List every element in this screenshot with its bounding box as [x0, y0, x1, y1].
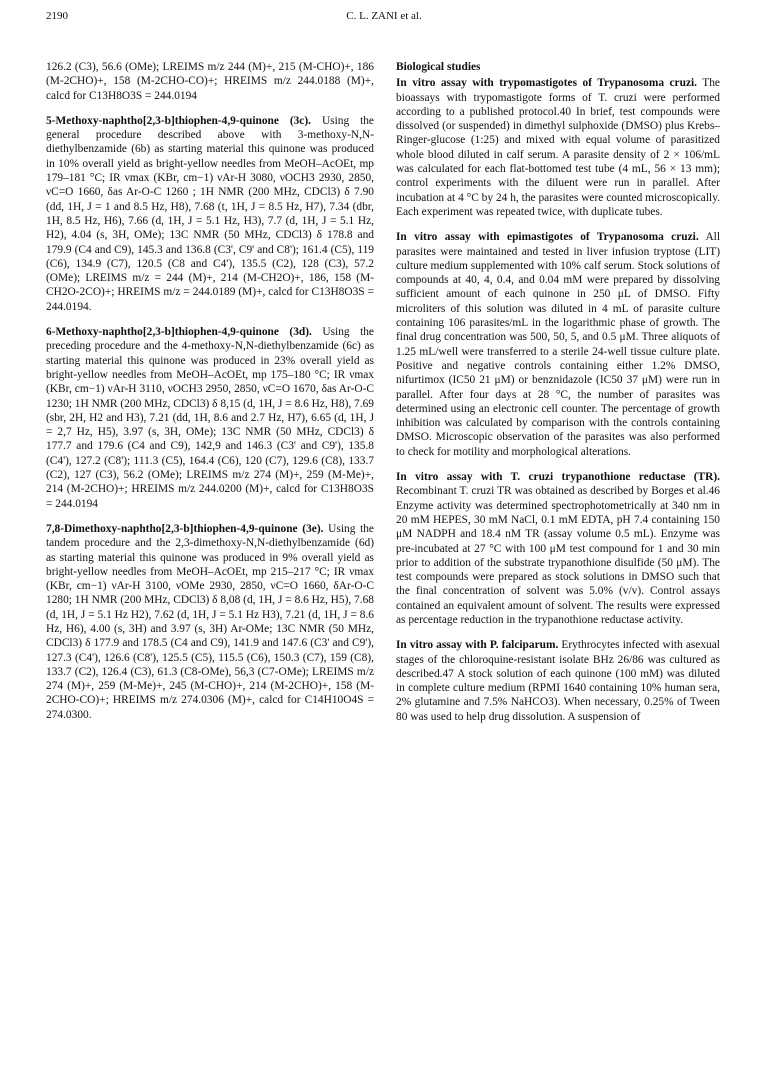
- epimastigote-assay-paragraph: [396, 230, 720, 459]
- compound-3c-body: Using the general procedure described above with 3-methoxy-N,N-diethylbenzamide (6b) as starting material this quinone was produced in 10% overall yield as bright-yellow needles from MeOH–AcOEt, mp 179–181 °C; IR νmax (KBr, cm−1) νAr-H 3080, νOCH3 2930, 2850, νC=O 1660, δas Ar-O-C 1260 ; 1H NMR (200 MHz, CDCl3) δ 7.90 (dd, 1H, J = 1 and 8.5 Hz, H8), 7.68 (t, 1H, J = 8.5 Hz, H7), 7.34 (dbr, 1H, 8.5 Hz, H6), 7.66 (d, 1H, J = 5.1 Hz, H3), 7.7 (d, 1H, J = 5.1 Hz, H2), 4.04 (s, 3H, OMe); 13C NMR (50 MHz, CDCl3) δ 178.8 and 179.9 (C4 and C9), 145.3 and 136.8 (C3', C9' and C8'); 161.4 (C5), 119 (C6), 134.9 (C7), 120.5 (C8 and C4'), 135.5 (C2), 128 (C3), 57.2 (OMe); LREIMS m/z = 244 (M)+, 214 (M-CH2O)+, 186, 158 (M-CH2O-2CO)+; HREIMS m/z = 244.0189 (M)+, calcd for C13H8O3S = 244.0194.: [46, 114, 374, 313]
- trypanothione-reductase-title: In vitro assay with T. cruzi trypanothione reductase (TR).: [396, 471, 720, 484]
- section-heading-biological-studies: Biological studies: [396, 61, 481, 73]
- compound-3c-title: 5-Methoxy-naphtho[2,3-b]thiophen-4,9-quinone (3c).: [46, 114, 312, 127]
- compound-3d-entry: [46, 325, 374, 511]
- epimastigote-assay-title: In vitro assay with epimastigotes of Trypanosoma cruzi.: [396, 231, 699, 244]
- trypanothione-reductase-body: Recombinant T. cruzi TR was obtained as described by Borges et al.46 Enzyme activity was determined spectrophotometrically at 340 nm in 20 mM HEPES, 30 mM NaCl, 0.1 mM EDTA, pH 7.4 containing 150 μM NADPH and 18.4 nM TR (assay volume 0.5 mL). Enzyme was pre-incubated at 27 °C with 100 μM test compound for 1 and 30 min prior to addition of the substrate trypanothione disulfide (50 μM). The test compounds were prepared as stock solutions in DMSO such that the final concentration of solvent was 5.0% (v/v). Control assays contained an equivalent amount of solvent. The results were expressed as percentage reduction in the trypanothione reductase activity.: [396, 485, 720, 626]
- compound-3c-entry: [46, 114, 374, 314]
- compound-3d-title: 6-Methoxy-naphtho[2,3-b]thiophen-4,9-quinone (3d).: [46, 326, 312, 339]
- falciparum-assay-title: In vitro assay with P. falciparum.: [396, 639, 559, 652]
- compound-3e-entry: [46, 522, 374, 722]
- page-number: 2190: [46, 10, 68, 22]
- epimastigote-assay-body: All parasites were maintained and tested in liver infusion tryptose (LIT) culture medium supplemented with 10% calf serum. Stock solutions of compounds at 40, 4, 0.4, and 0.04 mM were prepared by dissolving sufficient amount of each quinone in 250 μL of DMSO. Fifty microliters of this solution was diluted in 4 mL of parasite culture containing 106 parasites/mL in the logarithmic phase of growth. The final drug concentration was 500, 50, 5, and 0.5 μM. Three aliquots of 1.25 mL/well were transferred to a sterile 24-well tissue culture plate. Positive and negative controls containing either 1.2% DMSO, nifurtimox (IC50 21 μM) or benznidazole (IC50 37 μM) were run in parallel. After four days at 28 °C, the number of parasites was determined using an electronic cell counter. The percentage of growth inhibition was calculated by comparison with the controls containing DMSO. Microscopic observation of the parasites was also performed to check for motility and morphological alterations.: [396, 231, 720, 458]
- compound-3e-title: 7,8-Dimethoxy-naphtho[2,3-b]thiophen-4,9-quinone (3e).: [46, 522, 324, 535]
- compound-3d-body: Using the preceding procedure and the 4-methoxy-N,N-diethylbenzamide (6c) as starting material this quinone was produced in 23% overall yield as bright-yellow needles from MeOH–AcOEt, mp 175–180 °C; IR νmax (KBr, cm−1) νAr-H 3110, νOCH3 2950, 2850, νC=O 1670, δas Ar-O-C 1230; 1H NMR (200 MHz, CDCl3) δ 8,15 (d, 1H, J = 8.6 Hz, H8), 7.69 (sbr, 2H, H2 and H3), 7.21 (dd, 1H, 8.6 and 2.7 Hz, H7), 6.65 (d, 1H, J = 2,7 Hz, H5), 3.97 (s, 3H, OMe); 13C NMR (50 MHz, CDCl3) δ 177.7 and 179.6 (C4 and C9), 142,9 and 146.3 (C3' and C9'), 135.8 (C4'), 127.2 (C8'); 111.3 (C5), 164.4 (C6), 120 (C7), 129.6 (C8), 133.7 (C2), 127 (C3), 56.2 (OMe); LREIMS m/z 274 (M)+, 259 (M-Me)+, 214 (M-2CHO)+; HREIMS m/z 244.0200 (M)+, calcd for C13H8O3S = 244.0194: [46, 326, 374, 510]
- page-header: [46, 10, 722, 26]
- falciparum-assay-body: Erythrocytes infected with asexual stages of the chloroquine-resistant isolate BHz 26/86 was cultured as described.47 A stock solution of each quinone (100 mM) was diluted in complete culture medium (RPMI 1640 containing 10% human sera, 2% glutamine and 7.5% NaHCO3). When necessary, 0.25% of Tween 80 was used to help drug dissolution. A suspension of: [396, 639, 720, 723]
- right-column: [396, 60, 720, 735]
- trypomastigote-assay-body: The bioassays with trypomastigote forms of T. cruzi were performed according to a published protocol.40 In brief, test compounds were dissolved (or suspended) in dimethyl sulphoxide (DMSO) plus Krebs–Ringer-glucose (1:25) and mixed with equal volume of parasitized whole blood diluted in calf serum. A parasite density of 2 × 106/mL was calculated for each flat-bottomed test tube (4 mL, 56 × 13 mm); control experiments with the diluent were run in parallel. After incubation at 4 °C by 24 h, the parasites were counted microscopically. Each experiment was repeated twice, with duplicate tubes.: [396, 77, 720, 218]
- trypomastigote-assay-title: In vitro assay with trypomastigotes of Trypanosoma cruzi.: [396, 77, 698, 90]
- paragraph-3b-continuation: 126.2 (C3), 56.6 (OMe); LREIMS m/z 244 (M)+, 215 (M-CHO)+, 186 (M-2CHO)+, 158 (M-2CHO-CO)+; HREIMS m/z 244.0188 (M)+, calcd for C13H8O3S = 244.0194: [46, 61, 374, 102]
- trypomastigote-assay-paragraph: [396, 76, 720, 219]
- left-column: [46, 60, 374, 733]
- trypanothione-reductase-paragraph: [396, 470, 720, 627]
- falciparum-assay-paragraph: [396, 638, 720, 724]
- compound-3e-body: Using the tandem procedure and the 2,3-dimethoxy-N,N-diethylbenzamide (6d) as starting material this quinone was produced in 9% overall yield as bright-yellow needles from MeOH–AcOEt, mp 215–217 °C; IR νmax (KBr, cm−1) νAr-H 3100, νOMe 2930, 2850, νC=O 1660, δAr-O-C 1280; 1H NMR (200 MHz, CDCl3) δ 8,08 (d, 1H, J = 8.6 Hz, H5), 7.68 (d, 1H, J = 5.1 Hz H2), 7.62 (d, 1H, J = 5.1 Hz H3), 7.21 (d, 1H, J = 8.6 Hz, H6), 4.00 (s, 3H) and 3.97 (s, 3H) Ar-OMe; 13C NMR (50 MHz, CDCl3) δ 177.9 and 178.5 (C4 and C9), 141.9 and 147.6 (C3' and C9'), 127.3 (C4'), 126.6 (C8'), 125.5 (C5), 115.5 (C6), 150.3 (C7), 159 (C8), 133.7 (C2), 126.4 (C3), 61.3 (C8-OMe), 56,3 (C7-OMe); LREIMS m/z 274 (M)+, 259 (M-Me)+, 245 (M-CHO)+, 214 (M-2CHO)+, 158 (M-2CHO-CO)+; HREIMS m/z 274.0306 (M)+, calcd for C14H10O4S = 274.0300.: [46, 522, 374, 721]
- running-head: C. L. ZANI et al.: [346, 10, 422, 22]
